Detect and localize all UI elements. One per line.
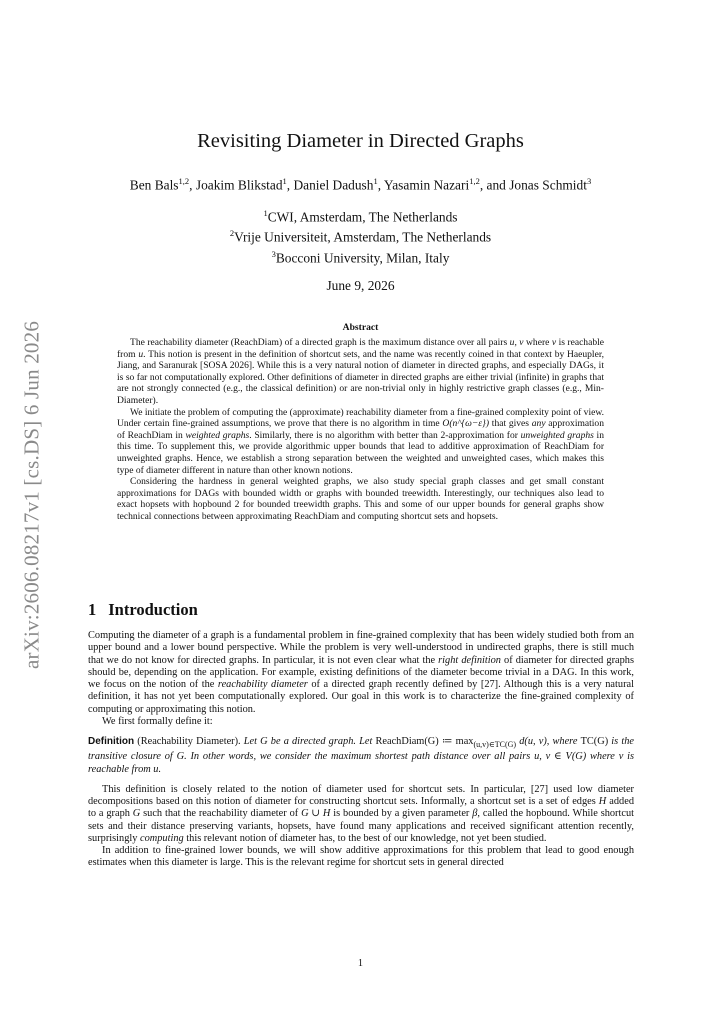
abstract-paragraph: The reachability diameter (ReachDiam) of a directed graph is the maximum distance over all pairs u, v where v is reachable from u. This notion is present in the definition of shortcut sets, and the name was recently coined in that context by Haeupler, Jiang, and Saranurak [SOSA 2026]. While this is a very natural notion of diameter in directed graphs, and especially DAGs, it is so far not computationally explored. Other definitions of diameter in directed graphs are either trivial (infinite) in graphs that are not strongly connected (e.g., the classical definition) or are non-trivial only in highly restrictive graph classes (e.g., Min-Diameter). [117,337,604,406]
author-affiliation-mark: 1,2 [469,176,480,186]
body-paragraph: Computing the diameter of a graph is a fundamental problem in fine-grained complexity that has been widely studied both from an upper bound and a lower bound perspective. While the problem is very well-understood in undirected graphs, there is still much that we do not know for directed graphs. In particular, it is not even clear what the right definition of diameter for directed graphs should be, depending on the application. For example, existing definitions of the diameter become trivial in a DAG. In this work, we focus on the notion of the reachability diameter of a directed graph recently defined by [27]. Although this is a very natural definition, it has not yet been computationally explored. Our goal in this work is to characterize the fine-grained complexity of computing or approximating this notion. [88,630,634,715]
affiliation-list [0,205,721,266]
section-body [88,630,634,870]
abstract-paragraph: Considering the hardness in general weighted graphs, we also study special graph classes and get small constant approximations for DAGs with bounded width or graphs with bounded treewidth. Interestingly, our techniques also lead to exact hopsets with hopbound 2 for bounded treewidth graphs. This and some of our upper bounds for general graphs show technical connections between approximating ReachDiam and computing shortcut sets and hopsets. [117,476,604,522]
affiliation: $^2$Vrije Universiteit, Amsterdam, The Netherlands [229,228,492,245]
author-name: Ben Bals [129,177,179,193]
author-affiliation-mark: 3 [586,176,592,186]
author-name: Jonas Schmidt [509,177,587,193]
affiliation: $^3$Bocconi University, Milan, Italy [271,248,450,266]
author-name: Joakim Blikstad [195,177,283,193]
definition-name: (Reachability Diameter). [134,736,241,747]
arxiv-stamp [14,305,50,685]
definition-block: Definition (Reachability Diameter). Let G be a directed graph. Let ReachDiam(G) ≔ $\max_{(u,v)\in TC(G)} d(u$, v), where TC(G) is the transitive closure of G. In other words, we consider the maximum shortest path distance over all pairs u, v ∈ V(G) where v is reachable from u. [88,736,634,775]
abstract-paragraph: We initiate the problem of computing the (approximate) reachability diameter from a fine-grained complexity point of view. Under certain fine-grained assumptions, we prove that there is no algorithm in time O(n^{ω−ε}) that gives any approximation of ReachDiam in weighted graphs. Similarly, there is no algorithm with better than 2-approximation for unweighted graphs in this time. To supplement this, we provide algorithmic upper bounds that lead to additive approximation of ReachDiam for unweighted graphs. Hence, we establish a strong separation between the weighted and unweighted cases, which makes this type of diameter different in nature than other known notions. [117,406,604,476]
abstract [117,337,604,523]
body-paragraph: We first formally define it: [102,715,213,727]
author-affiliation-mark: 1 [373,176,378,186]
section-title: Introduction [108,600,198,619]
author-affiliation-mark: 1,2 [178,176,190,186]
section-number: 1 [88,600,97,619]
page-number: 1 [357,958,364,969]
author-name: Yasamin Nazari [383,177,470,193]
body-paragraph: In addition to fine-grained lower bounds, we will show additive approximations for this problem that lead to good enough estimates when this diameter is large. This is the relevant regime for shortcut sets in general directed [88,845,634,869]
author-list: Ben Bals$^{1,2}$, Joakim Blikstad$^1$, Daniel Dadush$^1$, Yasamin Nazari$^{1,2}$, and Jonas Schmidt$^3$ [129,176,592,193]
definition-label: Definition [88,736,135,747]
author-affiliation-mark: 1 [282,176,287,186]
paper-date: June 9, 2026 [326,278,395,293]
abstract-heading: Abstract [342,322,379,333]
affiliation: $^1$CWI, Amsterdam, The Netherlands [263,208,458,225]
section-heading [88,600,198,620]
paper-title: Revisiting Diameter in Directed Graphs [197,130,524,152]
body-paragraph: This definition is closely related to the notion of diameter used for shortcut sets. In particular, [27] used low diameter decompositions based on this notion of diameter for constructing shortcut sets. Informally, a shortcut set is a set of edges H added to a graph G such that the reachability diameter of G ∪ H is bounded by a given parameter β, called the hopbound. While shortcut sets and their distance preserving variants, hopsets, have found many applications and received significant attention recently, surprisingly computing this relevant notion of diameter has, to the best of our knowledge, not yet been studied. [88,783,635,844]
author-name: Daniel Dadush [293,177,374,193]
arxiv-stamp-text: arXiv:2606.08217v1 [cs.DS] 6 Jun 2026 [19,320,44,670]
